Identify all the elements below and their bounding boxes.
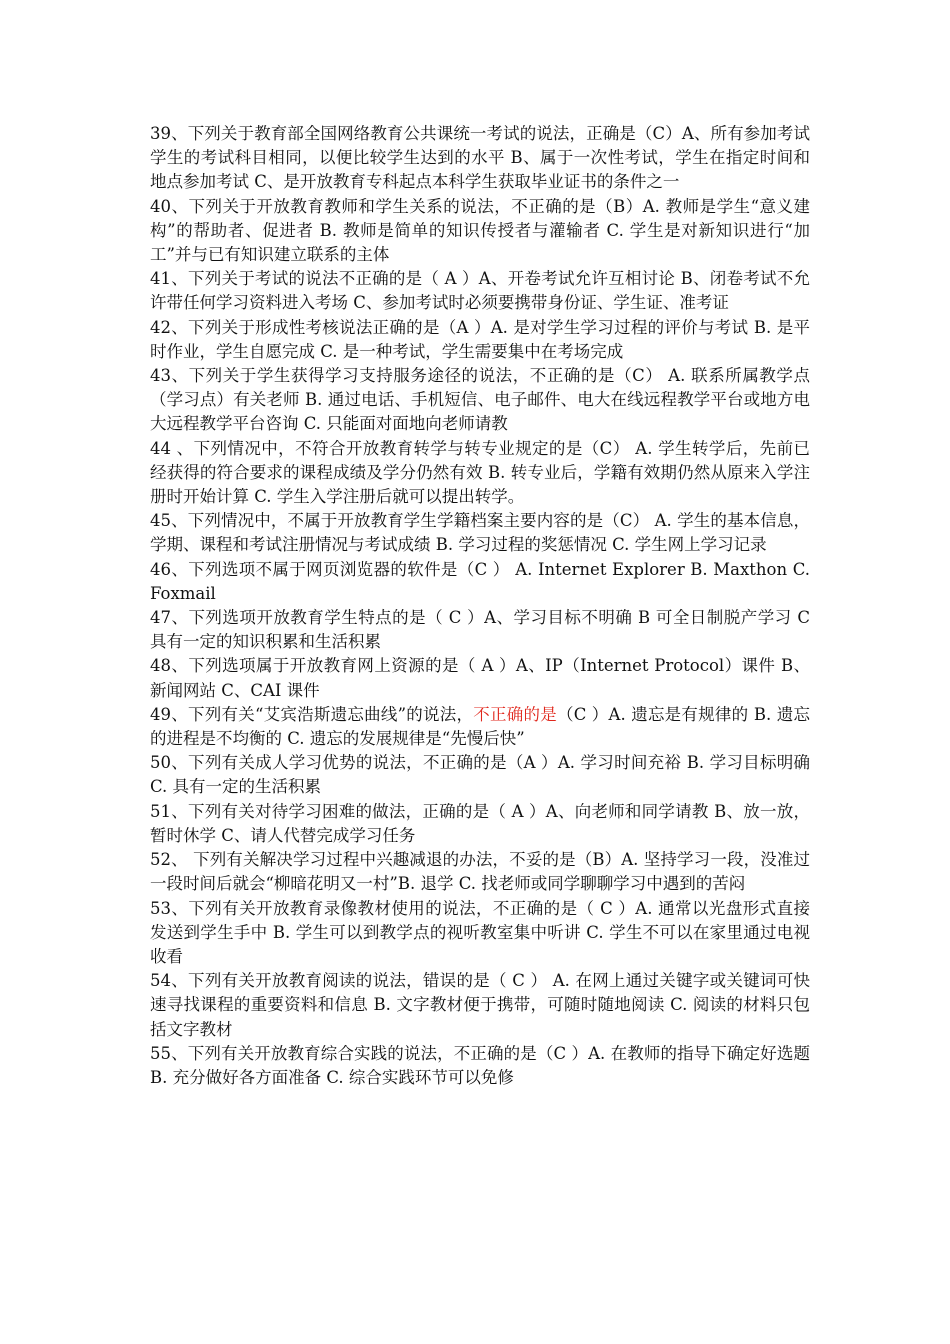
question-49 — [150, 703, 810, 751]
question-49-highlight: 不正确的是 — [473, 704, 557, 724]
question-51: 51、下列有关对待学习困难的做法，正确的是（ A ）A、向老师和同学请教 B、放一放，暂时休学 C、请人代替完成学习任务 — [150, 801, 810, 845]
question-48: 48、下列选项属于开放教育网上资源的是（ A ）A、IP（Internet Protocol）课件 B、新闻网站 C、CAI 课件 — [150, 656, 810, 700]
question-45: 45、下列情况中，不属于开放教育学生学籍档案主要内容的是（C） A. 学生的基本信息，学期、课程和考试注册情况与考试成绩 B. 学习过程的奖惩情况 C. 学生网上学习记录 — [150, 511, 810, 555]
question-52: 52、 下列有关解决学习过程中兴趣减退的办法，不妥的是（B）A. 坚持学习一段，没准过一段时间后就会“柳暗花明又一村”B. 退学 C. 找老师或同学聊聊学习中遇到的苦闷 — [150, 850, 810, 894]
question-40: 40、下列关于开放教育教师和学生关系的说法，不正确的是（B）A. 教师是学生“意义建构”的帮助者、促进者 B. 教师是简单的知识传授者与灌输者 C. 学生是对新知识进行“加工”并与已有知识建立联系的主体 — [150, 196, 810, 265]
question-53: 53、下列有关开放教育录像教材使用的说法，不正确的是（ C ）A. 通常以光盘形式直接发送到学生手中 B. 学生可以到教学点的视听教室集中听讲 C. 学生不可以在家里通过电视收看 — [150, 898, 810, 966]
question-49-after: （C ）A. 遗忘是有规律的 B. 遗忘的进程是不均衡的 C. 遗忘的发展规律是“先慢后快” — [150, 704, 810, 749]
question-39: 39、下列关于教育部全国网络教育公共课统一考试的说法，正确是（C）A、所有参加考试学生的考试科目相同，以便比较学生达到的水平 B、属于一次性考试，学生在指定时间和地点参加考试 C、是开放教育专科起点本科学生获取毕业证书的条件之一 — [150, 124, 810, 192]
question-46: 46、下列选项不属于网页浏览器的软件是（C ） A. Internet Explorer B. Maxthon C. Foxmail — [150, 559, 810, 603]
question-41: 41、下列关于考试的说法不正确的是（ A ）A、开卷考试允许互相讨论 B、闭卷考试不允许带任何学习资料进入考场 C、参加考试时必须要携带身份证、学生证、准考证 — [150, 269, 810, 313]
question-55: 55、下列有关开放教育综合实践的说法，不正确的是（C ）A. 在教师的指导下确定好选题 B. 充分做好各方面准备 C. 综合实践环节可以免修 — [150, 1043, 810, 1087]
question-54: 54、下列有关开放教育阅读的说法，错误的是（ C ） A. 在网上通过关键字或关键词可快速寻找课程的重要资料和信息 B. 文字教材便于携带，可随时随地阅读 C. 阅读的材料只包括文字教材 — [150, 971, 810, 1039]
question-list — [150, 122, 810, 1090]
question-43: 43、下列关于学生获得学习支持服务途径的说法，不正确的是（C） A. 联系所属教学点（学习点）有关老师 B. 通过电话、手机短信、电子邮件、电大在线远程教学平台或地方电大远程教学平台咨询 C. 只能面对面地向老师请教 — [150, 366, 810, 434]
question-42: 42、下列关于形成性考核说法正确的是（A ）A. 是对学生学习过程的评价与考试 B. 是平时作业，学生自愿完成 C. 是一种考试，学生需要集中在考场完成 — [150, 317, 810, 361]
question-44: 44 、下列情况中，不符合开放教育转学与转专业规定的是（C） A. 学生转学后，先前已经获得的符合要求的课程成绩及学分仍然有效 B. 转专业后，学籍有效期仍然从原来入学注册时开始计算 C. 学生入学注册后就可以提出转学。 — [150, 438, 810, 507]
question-49-before: 49、下列有关“艾宾浩斯遗忘曲线”的说法， — [150, 704, 474, 724]
question-47: 47、下列选项开放教育学生特点的是（ C ）A、学习目标不明确 B 可全日制脱产学习 C 具有一定的知识积累和生活积累 — [150, 608, 810, 652]
question-50: 50、下列有关成人学习优势的说法，不正确的是（A ）A. 学习时间充裕 B. 学习目标明确 C. 具有一定的生活积累 — [150, 753, 810, 797]
